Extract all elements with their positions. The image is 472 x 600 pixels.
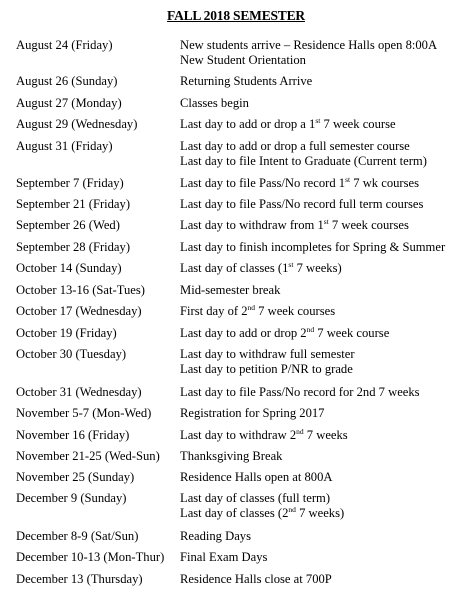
event-description-line: Last day to add or drop a full semester course xyxy=(180,139,410,153)
event-description-line: Residence Halls open at 800A xyxy=(180,470,333,484)
page-title: FALL 2018 SEMESTER xyxy=(167,8,305,23)
event-description xyxy=(180,139,427,169)
event-date: October 31 (Wednesday) xyxy=(16,385,142,399)
event-date: September 7 (Friday) xyxy=(16,176,124,190)
event-description-line: Final Exam Days xyxy=(180,550,268,564)
event-date: August 26 (Sunday) xyxy=(16,74,118,88)
event-description-line: Registration for Spring 2017 xyxy=(180,406,325,420)
event-description-line: Last day to petition P/NR to grade xyxy=(180,362,353,376)
event-date: November 5-7 (Mon-Wed) xyxy=(16,406,152,420)
event-description-line: New Student Orientation xyxy=(180,53,306,67)
event-date: December 10-13 (Mon-Thur) xyxy=(16,550,165,564)
event-description-line: Last day to file Pass/No record full term courses xyxy=(180,197,424,211)
event-date: November 16 (Friday) xyxy=(16,428,130,442)
event-description xyxy=(180,491,344,521)
event-description xyxy=(180,550,267,565)
event-date: August 27 (Monday) xyxy=(16,96,122,110)
event-description xyxy=(180,261,342,276)
event-description-line: First day of 2nd 7 week courses xyxy=(180,302,336,318)
event-description xyxy=(180,326,389,341)
event-description xyxy=(180,74,312,89)
event-date: November 21-25 (Wed-Sun) xyxy=(16,449,160,463)
event-date: September 28 (Friday) xyxy=(16,240,131,254)
event-description xyxy=(180,470,332,485)
event-description xyxy=(180,176,419,191)
event-date: December 9 (Sunday) xyxy=(16,491,127,505)
event-date: August 29 (Wednesday) xyxy=(16,117,138,131)
event-date: December 13 (Thursday) xyxy=(16,572,143,586)
event-description-line: Last day of classes (full term) xyxy=(180,491,331,505)
event-description-line: Last day to withdraw from 1st 7 week courses xyxy=(180,216,409,232)
event-description xyxy=(180,304,335,319)
event-description-line: Last day of classes (2nd 7 weeks) xyxy=(180,504,345,520)
event-description xyxy=(180,347,355,377)
event-description xyxy=(180,218,409,233)
event-date: September 21 (Friday) xyxy=(16,197,131,211)
event-description xyxy=(180,283,280,298)
event-description xyxy=(180,96,249,111)
event-description-line: Reading Days xyxy=(180,529,251,543)
event-description-line: Last day to file Pass/No record 1st 7 wk courses xyxy=(180,174,419,190)
event-description-line: Last day to file Intent to Graduate (Current term) xyxy=(180,154,427,168)
event-date: October 19 (Friday) xyxy=(16,326,117,340)
event-description-line: Last day to file Pass/No record for 2nd 7 weeks xyxy=(180,385,420,399)
event-description xyxy=(180,385,420,400)
event-date: August 24 (Friday) xyxy=(16,38,113,52)
event-description xyxy=(180,529,251,544)
event-description-line: New students arrive – Residence Halls open 8:00A xyxy=(180,38,438,52)
event-date: August 31 (Friday) xyxy=(16,139,113,153)
event-description xyxy=(180,406,324,421)
event-description xyxy=(180,117,396,132)
event-description xyxy=(180,38,437,68)
event-description-line: Residence Halls close at 700P xyxy=(180,572,332,586)
event-date: October 17 (Wednesday) xyxy=(16,304,142,318)
event-description-line: Last day of classes (1st 7 weeks) xyxy=(180,259,342,275)
event-date: October 13-16 (Sat-Tues) xyxy=(16,283,145,297)
event-description xyxy=(180,240,445,255)
event-date: October 30 (Tuesday) xyxy=(16,347,127,361)
event-date: September 26 (Wed) xyxy=(16,218,120,232)
event-description xyxy=(180,572,332,587)
event-description-line: Last day to finish incompletes for Spring & Summer xyxy=(180,240,446,254)
event-description-line: Last day to add or drop 2nd 7 week course xyxy=(180,324,390,340)
event-description-line: Mid-semester break xyxy=(180,283,281,297)
event-description-line: Last day to add or drop a 1st 7 week course xyxy=(180,115,396,131)
event-description xyxy=(180,428,348,443)
event-description-line: Classes begin xyxy=(180,96,249,110)
event-description-line: Thanksgiving Break xyxy=(180,449,283,463)
event-date: December 8-9 (Sat/Sun) xyxy=(16,529,139,543)
event-date: October 14 (Sunday) xyxy=(16,261,122,275)
event-description-line: Last day to withdraw 2nd 7 weeks xyxy=(180,426,348,442)
event-date: November 25 (Sunday) xyxy=(16,470,135,484)
event-description xyxy=(180,197,423,212)
event-description-line: Returning Students Arrive xyxy=(180,74,313,88)
event-description-line: Last day to withdraw full semester xyxy=(180,347,355,361)
event-description xyxy=(180,449,282,464)
